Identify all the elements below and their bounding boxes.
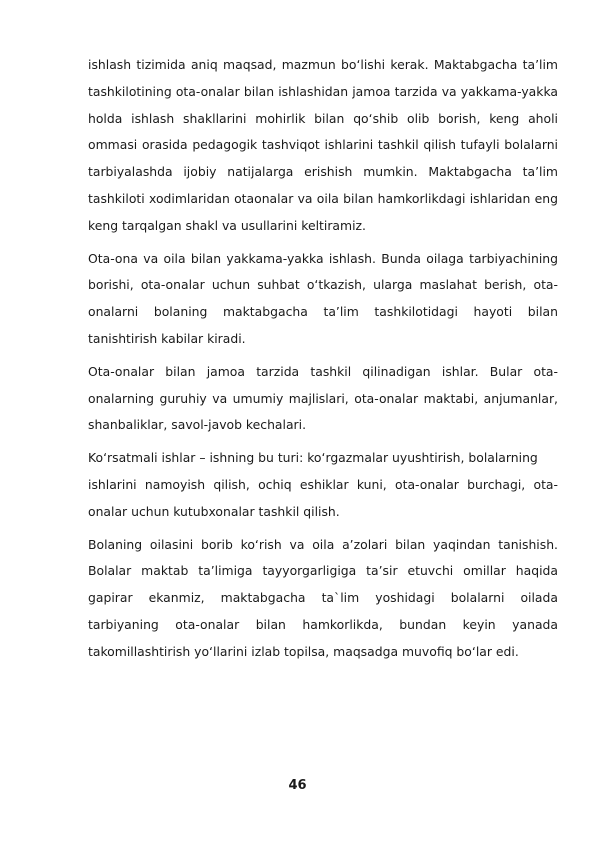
paragraph-parent-cooperation-intro: ishlash tizimida aniq maqsad, mazmun bo‘lishi kerak. Maktabgacha ta’lim tashkilotining ota-onalar bilan ishlashidan jamoa tarzida va yakkama-yakka holda ishlash shakllarini mohirlik bilan qo‘shib olib borish, keng aholi ommasi orasida pedagogik tashviqot ishlarini tashkil qilish tufayli bolalarni tarbiyalashda ijobiy natijalarga erishish mumkin. Maktabgacha ta’lim tashkiloti xodimlaridan otaonalar va oila bilan hamkorlikdagi ishlaridan eng keng tarqalgan shakl va usullarini keltiramiz. — [88, 57, 558, 233]
paragraph-family-visit: Bolaning oilasini borib ko‘rish va oila a’zolari bilan yaqindan tanishish. Bolalar maktab ta’limiga tayyorgarligiga ta’sir etuvchi omillar haqida gapirar ekanmiz, maktabgacha ta`lim yoshidagi bolalarni oilada tarbiyaning ota-onalar bilan hamkorlikda, bundan keyin yanada takomillashtirish yo‘llarini izlab topilsa, maqsadga muvofiq bo‘lar edi. — [88, 536, 558, 659]
paragraph-visual-work-continuation: ishlarini namoyish qilish, ochiq eshiklar kuni, ota-onalar burchagi, ota-onalar uchun kutubxonalar tashkil qilish. — [88, 476, 558, 519]
paragraph-visual-work-line: Ko‘rsatmali ishlar – ishning bu turi: ko‘rgazmalar uyushtirish, bolalarning — [88, 450, 538, 466]
document-body — [88, 52, 558, 672]
paragraph-collective-work: Ota-onalar bilan jamoa tarzida tashkil qilinadigan ishlar. Bular ota-onalarning guruhiy va umumiy majlislari, ota-onalar maktabi, anjumanlar, shanbaliklar, savol-javob kechalari. — [88, 363, 558, 433]
paragraph-individual-work: Ota-ona va oila bilan yakkama-yakka ishlash. Bunda oilaga tarbiyachining borishi, ota-onalar uchun suhbat o‘tkazish, ularga maslahat berish, ota-onalarni bolaning maktabgacha ta’lim tashkilotidagi hayoti bilan tanishtirish kabilar kiradi. — [88, 250, 558, 346]
paragraph-visual-work — [88, 445, 558, 472]
page-number: 46 — [288, 778, 307, 793]
